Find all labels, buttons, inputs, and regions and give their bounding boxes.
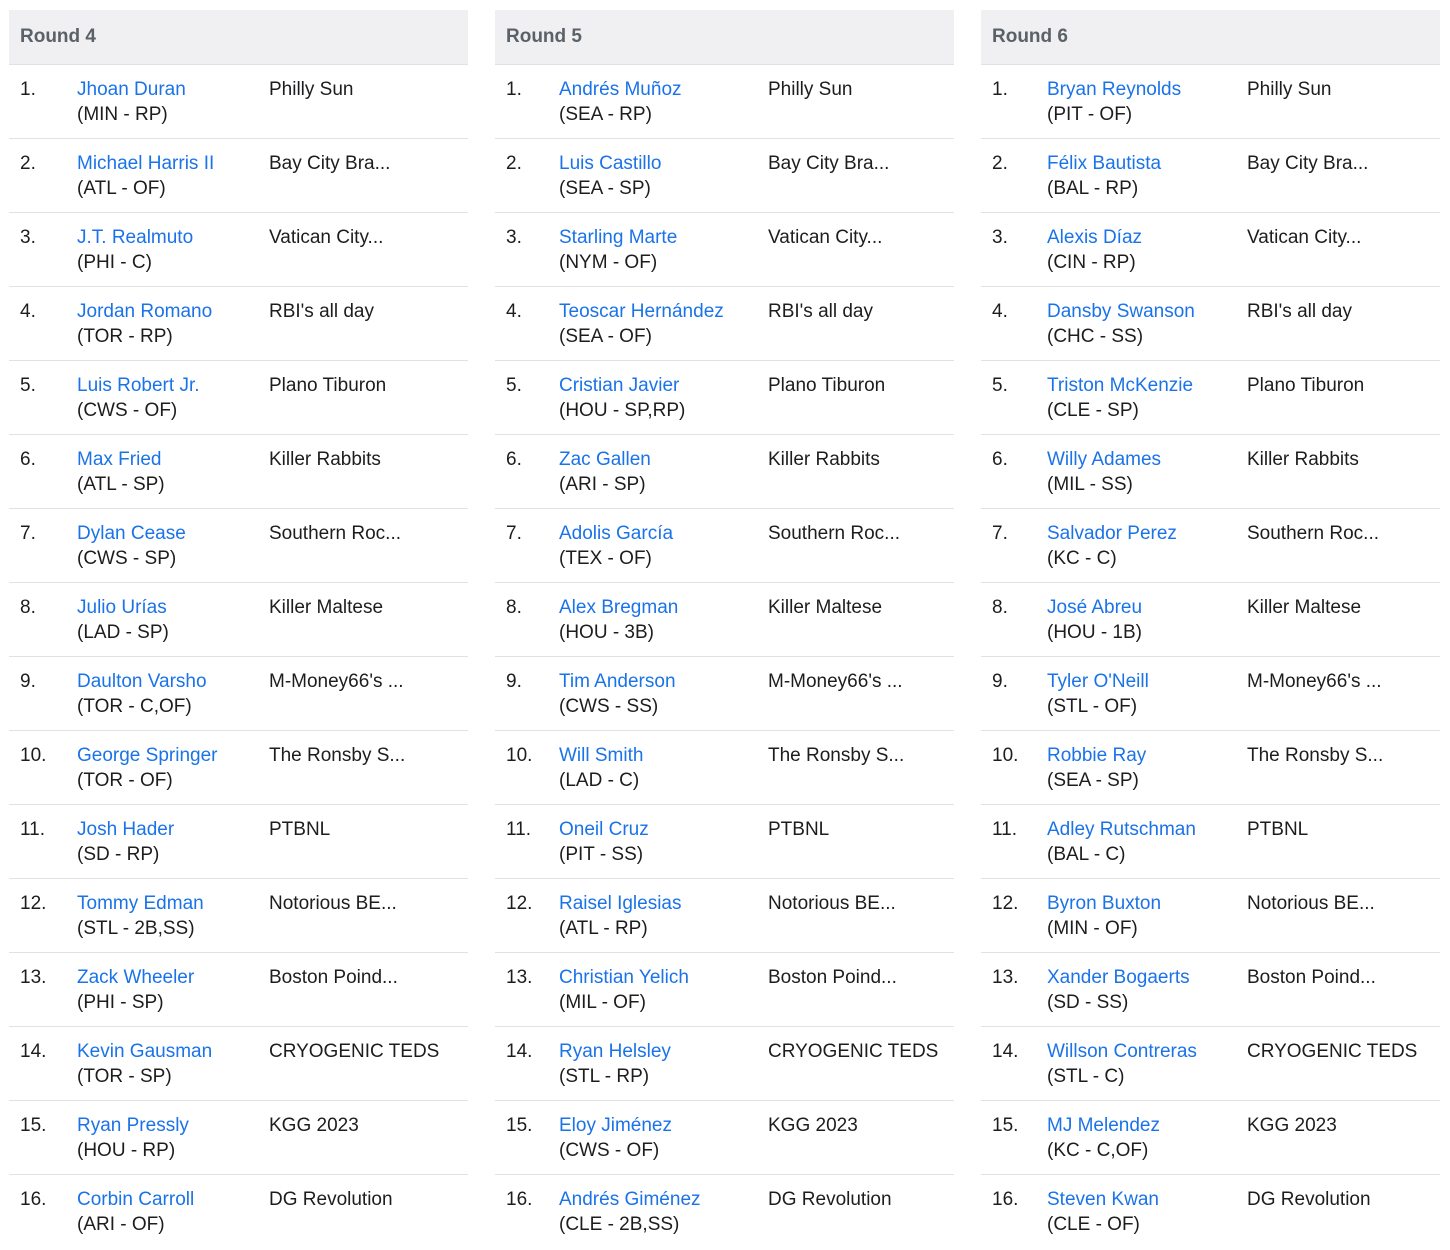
pick-row bbox=[495, 435, 954, 509]
pick-row bbox=[495, 953, 954, 1027]
player-name-link[interactable]: Josh Hader bbox=[77, 819, 175, 840]
player-team-position: (CWS - OF) bbox=[559, 1140, 660, 1161]
player-team-position: (STL - 2B,SS) bbox=[77, 918, 195, 939]
player-team-position: (HOU - 3B) bbox=[559, 622, 654, 643]
player-name-link[interactable]: Andrés Muñoz bbox=[559, 79, 682, 100]
player-team-position: (STL - RP) bbox=[559, 1066, 650, 1087]
fantasy-team-name: Notorious BE... bbox=[768, 893, 896, 914]
fantasy-team-name: The Ronsby S... bbox=[1247, 745, 1384, 766]
round-title: Round 5 bbox=[506, 26, 582, 47]
pick-row bbox=[495, 509, 954, 583]
player-team-position: (PHI - C) bbox=[77, 252, 152, 273]
player-name-link[interactable]: Ryan Pressly bbox=[77, 1115, 189, 1136]
pick-row bbox=[981, 879, 1440, 953]
player-name-link[interactable]: Jhoan Duran bbox=[77, 79, 186, 100]
pick-row bbox=[981, 361, 1440, 435]
pick-row bbox=[981, 657, 1440, 731]
pick-row bbox=[9, 953, 468, 1027]
player-team-position: (STL - C) bbox=[1047, 1066, 1125, 1087]
player-team-position: (PIT - SS) bbox=[559, 844, 644, 865]
round-title: Round 4 bbox=[20, 26, 96, 47]
player-name-link[interactable]: Eloy Jiménez bbox=[559, 1115, 672, 1136]
pick-number: 11. bbox=[992, 819, 1018, 840]
pick-row bbox=[495, 139, 954, 213]
pick-row bbox=[9, 213, 468, 287]
fantasy-team-name: Bay City Bra... bbox=[1247, 153, 1369, 174]
player-name-link[interactable]: MJ Melendez bbox=[1047, 1115, 1160, 1136]
pick-row bbox=[495, 1027, 954, 1101]
pick-row bbox=[9, 657, 468, 731]
player-team-position: (CLE - OF) bbox=[1047, 1214, 1140, 1235]
player-name-link[interactable]: Christian Yelich bbox=[559, 967, 689, 988]
player-name-link[interactable]: José Abreu bbox=[1047, 597, 1143, 618]
pick-number: 4. bbox=[506, 301, 522, 322]
player-name-link[interactable]: Steven Kwan bbox=[1047, 1189, 1159, 1210]
pick-row bbox=[495, 65, 954, 139]
fantasy-team-name: RBI's all day bbox=[269, 301, 375, 322]
player-team-position: (MIN - OF) bbox=[1047, 918, 1138, 939]
player-team-position: (PHI - SP) bbox=[77, 992, 164, 1013]
player-team-position: (CHC - SS) bbox=[1047, 326, 1144, 347]
player-team-position: (CLE - SP) bbox=[1047, 400, 1139, 421]
pick-row bbox=[495, 213, 954, 287]
fantasy-team-name: Boston Poind... bbox=[1247, 967, 1376, 988]
pick-row bbox=[981, 1101, 1440, 1175]
player-team-position: (MIL - OF) bbox=[559, 992, 646, 1013]
player-name-link[interactable]: Daulton Varsho bbox=[77, 671, 207, 692]
pick-number: 11. bbox=[506, 819, 532, 840]
pick-number: 12. bbox=[992, 893, 1019, 914]
pick-number: 15. bbox=[506, 1115, 533, 1136]
fantasy-team-name: Southern Roc... bbox=[1247, 523, 1380, 544]
fantasy-team-name: Boston Poind... bbox=[269, 967, 398, 988]
round-column bbox=[495, 10, 954, 1248]
player-name-link[interactable]: Willy Adames bbox=[1047, 449, 1162, 470]
fantasy-team-name: Notorious BE... bbox=[269, 893, 397, 914]
player-team-position: (LAD - SP) bbox=[77, 622, 169, 643]
player-team-position: (STL - OF) bbox=[1047, 696, 1138, 717]
pick-number: 1. bbox=[20, 79, 36, 100]
fantasy-team-name: Bay City Bra... bbox=[269, 153, 391, 174]
player-name-link[interactable]: Will Smith bbox=[559, 745, 644, 766]
player-team-position: (ARI - SP) bbox=[559, 474, 646, 495]
pick-number: 16. bbox=[506, 1189, 533, 1210]
pick-row bbox=[981, 805, 1440, 879]
pick-number: 13. bbox=[506, 967, 533, 988]
player-team-position: (CLE - 2B,SS) bbox=[559, 1214, 680, 1235]
player-name-link[interactable]: Triston McKenzie bbox=[1047, 375, 1194, 396]
fantasy-team-name: CRYOGENIC TEDS bbox=[269, 1041, 440, 1062]
pick-row bbox=[9, 879, 468, 953]
pick-number: 14. bbox=[20, 1041, 47, 1062]
round-header bbox=[981, 10, 1440, 65]
pick-number: 2. bbox=[506, 153, 522, 174]
player-team-position: (SD - RP) bbox=[77, 844, 160, 865]
round-column bbox=[981, 10, 1440, 1248]
fantasy-team-name: CRYOGENIC TEDS bbox=[768, 1041, 939, 1062]
pick-row bbox=[981, 65, 1440, 139]
fantasy-team-name: Plano Tiburon bbox=[269, 375, 387, 396]
pick-number: 3. bbox=[20, 227, 36, 248]
player-name-link[interactable]: Zack Wheeler bbox=[77, 967, 195, 988]
player-team-position: (TEX - OF) bbox=[559, 548, 652, 569]
pick-number: 8. bbox=[20, 597, 36, 618]
player-name-link[interactable]: Robbie Ray bbox=[1047, 745, 1147, 766]
fantasy-team-name: KGG 2023 bbox=[269, 1115, 359, 1136]
player-team-position: (SEA - RP) bbox=[559, 104, 652, 125]
player-name-link[interactable]: Julio Urías bbox=[77, 597, 167, 618]
pick-row bbox=[981, 435, 1440, 509]
pick-row bbox=[495, 361, 954, 435]
pick-row bbox=[981, 213, 1440, 287]
pick-number: 15. bbox=[20, 1115, 47, 1136]
fantasy-team-name: M-Money66's ... bbox=[1247, 671, 1382, 692]
player-team-position: (LAD - C) bbox=[559, 770, 640, 791]
player-name-link[interactable]: Salvador Perez bbox=[1047, 523, 1177, 544]
pick-number: 15. bbox=[992, 1115, 1019, 1136]
player-team-position: (CWS - OF) bbox=[77, 400, 178, 421]
fantasy-team-name: Vatican City... bbox=[1247, 227, 1362, 248]
player-team-position: (PIT - OF) bbox=[1047, 104, 1133, 125]
player-team-position: (ATL - SP) bbox=[77, 474, 165, 495]
pick-number: 14. bbox=[506, 1041, 533, 1062]
fantasy-team-name: DG Revolution bbox=[768, 1189, 892, 1210]
pick-number: 7. bbox=[992, 523, 1008, 544]
player-name-link[interactable]: Max Fried bbox=[77, 449, 162, 470]
player-team-position: (TOR - C,OF) bbox=[77, 696, 192, 717]
player-name-link[interactable]: Luis Robert Jr. bbox=[77, 375, 200, 396]
pick-row bbox=[981, 139, 1440, 213]
pick-row bbox=[981, 509, 1440, 583]
pick-number: 12. bbox=[506, 893, 533, 914]
player-name-link[interactable]: Oneil Cruz bbox=[559, 819, 649, 840]
pick-number: 2. bbox=[20, 153, 36, 174]
fantasy-team-name: Killer Rabbits bbox=[269, 449, 381, 470]
pick-row bbox=[9, 509, 468, 583]
pick-row bbox=[9, 65, 468, 139]
pick-row bbox=[495, 805, 954, 879]
pick-row bbox=[495, 1175, 954, 1248]
player-name-link[interactable]: Alex Bregman bbox=[559, 597, 679, 618]
player-team-position: (CWS - SS) bbox=[559, 696, 659, 717]
player-team-position: (ARI - OF) bbox=[77, 1214, 165, 1235]
player-name-link[interactable]: Corbin Carroll bbox=[77, 1189, 195, 1210]
player-name-link[interactable]: J.T. Realmuto bbox=[77, 227, 194, 248]
pick-row bbox=[9, 1101, 468, 1175]
fantasy-team-name: CRYOGENIC TEDS bbox=[1247, 1041, 1418, 1062]
pick-row bbox=[981, 731, 1440, 805]
player-team-position: (KC - C,OF) bbox=[1047, 1140, 1149, 1161]
fantasy-team-name: The Ronsby S... bbox=[768, 745, 905, 766]
pick-row bbox=[495, 731, 954, 805]
fantasy-team-name: KGG 2023 bbox=[768, 1115, 858, 1136]
fantasy-team-name: Philly Sun bbox=[768, 79, 853, 100]
player-name-link[interactable]: Tim Anderson bbox=[559, 671, 676, 692]
pick-number: 5. bbox=[506, 375, 522, 396]
pick-number: 3. bbox=[992, 227, 1008, 248]
player-team-position: (MIL - SS) bbox=[1047, 474, 1133, 495]
pick-number: 13. bbox=[20, 967, 47, 988]
pick-number: 6. bbox=[506, 449, 522, 470]
player-team-position: (NYM - OF) bbox=[559, 252, 658, 273]
pick-row bbox=[9, 435, 468, 509]
player-name-link[interactable]: Xander Bogaerts bbox=[1047, 967, 1190, 988]
player-name-link[interactable]: Andrés Giménez bbox=[559, 1189, 701, 1210]
player-name-link[interactable]: Tyler O'Neill bbox=[1047, 671, 1149, 692]
player-name-link[interactable]: Michael Harris II bbox=[77, 153, 215, 174]
player-team-position: (ATL - OF) bbox=[77, 178, 166, 199]
pick-row bbox=[495, 657, 954, 731]
pick-row bbox=[9, 805, 468, 879]
player-team-position: (CIN - RP) bbox=[1047, 252, 1136, 273]
pick-number: 10. bbox=[506, 745, 533, 766]
player-team-position: (TOR - RP) bbox=[77, 326, 173, 347]
player-name-link[interactable]: Alexis Díaz bbox=[1047, 227, 1143, 248]
fantasy-team-name: Vatican City... bbox=[269, 227, 384, 248]
round-header bbox=[495, 10, 954, 65]
fantasy-team-name: PTBNL bbox=[768, 819, 830, 840]
fantasy-team-name: Southern Roc... bbox=[269, 523, 402, 544]
player-name-link[interactable]: Luis Castillo bbox=[559, 153, 662, 174]
pick-number: 8. bbox=[992, 597, 1008, 618]
pick-row bbox=[495, 287, 954, 361]
pick-row bbox=[9, 139, 468, 213]
pick-row bbox=[981, 1175, 1440, 1248]
fantasy-team-name: Plano Tiburon bbox=[1247, 375, 1365, 396]
fantasy-team-name: Philly Sun bbox=[269, 79, 354, 100]
fantasy-team-name: RBI's all day bbox=[768, 301, 874, 322]
player-team-position: (ATL - RP) bbox=[559, 918, 648, 939]
fantasy-team-name: RBI's all day bbox=[1247, 301, 1353, 322]
player-name-link[interactable]: Teoscar Hernández bbox=[559, 301, 724, 322]
fantasy-team-name: Killer Maltese bbox=[1247, 597, 1362, 618]
pick-number: 7. bbox=[506, 523, 522, 544]
player-team-position: (CWS - SP) bbox=[77, 548, 177, 569]
fantasy-team-name: PTBNL bbox=[1247, 819, 1309, 840]
player-team-position: (HOU - RP) bbox=[77, 1140, 176, 1161]
fantasy-team-name: PTBNL bbox=[269, 819, 331, 840]
fantasy-team-name: Bay City Bra... bbox=[768, 153, 890, 174]
player-team-position: (SEA - OF) bbox=[559, 326, 652, 347]
pick-row bbox=[9, 287, 468, 361]
player-team-position: (SEA - SP) bbox=[1047, 770, 1139, 791]
pick-number: 16. bbox=[992, 1189, 1019, 1210]
pick-number: 13. bbox=[992, 967, 1019, 988]
player-name-link[interactable]: Adolis García bbox=[559, 523, 674, 544]
fantasy-team-name: Killer Rabbits bbox=[1247, 449, 1359, 470]
player-name-link[interactable]: Starling Marte bbox=[559, 227, 678, 248]
player-team-position: (KC - C) bbox=[1047, 548, 1117, 569]
player-name-link[interactable]: Adley Rutschman bbox=[1047, 819, 1196, 840]
player-team-position: (BAL - C) bbox=[1047, 844, 1126, 865]
pick-number: 3. bbox=[506, 227, 522, 248]
player-team-position: (SD - SS) bbox=[1047, 992, 1129, 1013]
pick-row bbox=[9, 583, 468, 657]
fantasy-team-name: DG Revolution bbox=[269, 1189, 393, 1210]
pick-row bbox=[495, 879, 954, 953]
fantasy-team-name: Philly Sun bbox=[1247, 79, 1332, 100]
player-name-link[interactable]: Ryan Helsley bbox=[559, 1041, 671, 1062]
fantasy-team-name: Plano Tiburon bbox=[768, 375, 886, 396]
pick-number: 4. bbox=[20, 301, 36, 322]
pick-number: 12. bbox=[20, 893, 47, 914]
fantasy-team-name: DG Revolution bbox=[1247, 1189, 1371, 1210]
pick-row bbox=[495, 1101, 954, 1175]
player-team-position: (TOR - OF) bbox=[77, 770, 173, 791]
pick-number: 10. bbox=[20, 745, 47, 766]
player-name-link[interactable]: Félix Bautista bbox=[1047, 153, 1162, 174]
pick-number: 1. bbox=[506, 79, 522, 100]
pick-number: 10. bbox=[992, 745, 1019, 766]
pick-number: 5. bbox=[992, 375, 1008, 396]
player-team-position: (BAL - RP) bbox=[1047, 178, 1139, 199]
player-team-position: (HOU - 1B) bbox=[1047, 622, 1142, 643]
player-name-link[interactable]: Byron Buxton bbox=[1047, 893, 1162, 914]
fantasy-team-name: Killer Maltese bbox=[269, 597, 384, 618]
fantasy-team-name: M-Money66's ... bbox=[269, 671, 404, 692]
pick-row bbox=[981, 1027, 1440, 1101]
pick-number: 16. bbox=[20, 1189, 47, 1210]
pick-row bbox=[981, 583, 1440, 657]
player-name-link[interactable]: Cristian Javier bbox=[559, 375, 680, 396]
pick-number: 9. bbox=[992, 671, 1008, 692]
fantasy-team-name: Killer Rabbits bbox=[768, 449, 880, 470]
pick-number: 5. bbox=[20, 375, 36, 396]
fantasy-team-name: Killer Maltese bbox=[768, 597, 883, 618]
player-team-position: (TOR - SP) bbox=[77, 1066, 172, 1087]
round-column bbox=[9, 10, 468, 1248]
player-name-link[interactable]: Tommy Edman bbox=[77, 893, 204, 914]
fantasy-team-name: KGG 2023 bbox=[1247, 1115, 1337, 1136]
pick-row bbox=[9, 1027, 468, 1101]
player-team-position: (MIN - RP) bbox=[77, 104, 168, 125]
player-name-link[interactable]: Zac Gallen bbox=[559, 449, 651, 470]
pick-number: 11. bbox=[20, 819, 46, 840]
fantasy-team-name: Vatican City... bbox=[768, 227, 883, 248]
player-name-link[interactable]: Willson Contreras bbox=[1047, 1041, 1197, 1062]
player-name-link[interactable]: Jordan Romano bbox=[77, 301, 213, 322]
player-team-position: (SEA - SP) bbox=[559, 178, 651, 199]
pick-number: 1. bbox=[992, 79, 1008, 100]
pick-row bbox=[9, 731, 468, 805]
pick-number: 6. bbox=[20, 449, 36, 470]
pick-number: 4. bbox=[992, 301, 1008, 322]
fantasy-team-name: Boston Poind... bbox=[768, 967, 897, 988]
pick-row bbox=[9, 361, 468, 435]
player-name-link[interactable]: George Springer bbox=[77, 745, 218, 766]
fantasy-team-name: Notorious BE... bbox=[1247, 893, 1375, 914]
player-name-link[interactable]: Bryan Reynolds bbox=[1047, 79, 1182, 100]
pick-number: 9. bbox=[20, 671, 36, 692]
pick-row bbox=[981, 287, 1440, 361]
player-name-link[interactable]: Raisel Iglesias bbox=[559, 893, 682, 914]
fantasy-team-name: M-Money66's ... bbox=[768, 671, 903, 692]
fantasy-team-name: Southern Roc... bbox=[768, 523, 901, 544]
pick-number: 2. bbox=[992, 153, 1008, 174]
pick-number: 8. bbox=[506, 597, 522, 618]
player-name-link[interactable]: Dansby Swanson bbox=[1047, 301, 1195, 322]
pick-row bbox=[981, 953, 1440, 1027]
player-team-position: (HOU - SP,RP) bbox=[559, 400, 686, 421]
pick-number: 14. bbox=[992, 1041, 1019, 1062]
player-name-link[interactable]: Kevin Gausman bbox=[77, 1041, 213, 1062]
pick-row bbox=[9, 1175, 468, 1248]
fantasy-team-name: The Ronsby S... bbox=[269, 745, 406, 766]
pick-number: 6. bbox=[992, 449, 1008, 470]
round-header bbox=[9, 10, 468, 65]
round-title: Round 6 bbox=[992, 26, 1068, 47]
pick-number: 7. bbox=[20, 523, 36, 544]
pick-row bbox=[495, 583, 954, 657]
pick-number: 9. bbox=[506, 671, 522, 692]
player-name-link[interactable]: Dylan Cease bbox=[77, 523, 186, 544]
